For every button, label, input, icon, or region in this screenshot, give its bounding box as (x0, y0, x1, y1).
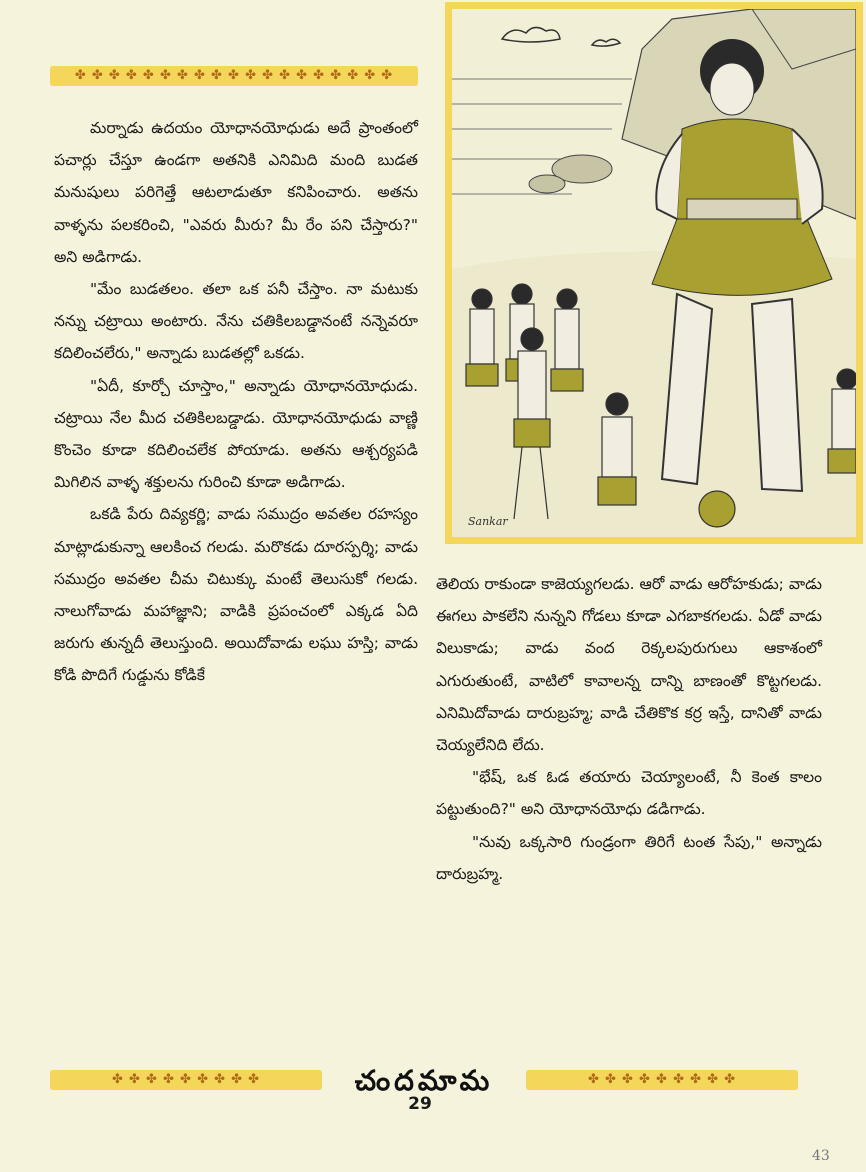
magazine-title: చందమామ (354, 1064, 494, 1097)
artist-signature: Sankar (468, 515, 508, 528)
paragraph: తెలియ రాకుండా కాజెయ్యగలడు. ఆరో వాడు ఆరోహకుడు; వాడు ఈగలు పాకలేని నున్నని గోడలు కూడా ఎగబాకగలడు. ఏడో వాడు విలుకాడు; వాడు వంద రెక్కలపురుగులు ఆకాశంలో ఎగురుతుంటే, వాటిలో కావాలన్న దాన్ని బాణంతో కొట్టగలడు. ఎనిమిదోవాడు దారుబ్రహ్మ; వాడి చేతికొక కర్ర ఇస్తే, దానితో వాడు చెయ్యలేనిది లేదు. (436, 575, 822, 755)
paragraph: ఒకడి పేరు దివ్యకర్ణి; వాడు సముద్రం అవతల రహస్యం మాట్లాడుకున్నా ఆలకించ గలడు. మరొకడు దూరస్పర్శి; వాడు సముద్రం అవతల చీమ చిటుక్కు మంటే తెలుసుకో గలడు. నాలుగోవాడు మహాజ్ఞాని; వాడికి ప్రపంచంలో ఎక్కడ ఏది జరుగు తున్నదీ తెలుస్తుంది. అయిదోవాడు లఘు హస్తి; వాడు కోడి పొదిగే గుడ్డును కోడికే (54, 505, 418, 685)
cloud-icon (502, 27, 560, 42)
side-page-number: 43 (812, 1148, 830, 1164)
cloud-icon (592, 39, 620, 46)
paragraph: "మేం బుడతలం. తలా ఒక పనీ చేస్తాం. నా మటుకు నన్ను చట్రాయి అంటారు. నేను చతికిలబడ్డానంటే నన్నెవరూ కదిలించలేరు," అన్నాడు బుడతల్లో ఒకడు. (54, 280, 418, 363)
rock (529, 175, 565, 193)
footer-ornament-right: ✤ ✤ ✤ ✤ ✤ ✤ ✤ ✤ ✤ (526, 1070, 798, 1090)
paragraph: "నువు ఒక్కసారి గుండ్రంగా తిరిగే టంత సేపు," అన్నాడు దారుబ్రహ్మ. (436, 832, 822, 883)
footer-ornament-left: ✤ ✤ ✤ ✤ ✤ ✤ ✤ ✤ ✤ (50, 1070, 322, 1090)
paragraph: "ఏదీ, కూర్చో చూస్తాం," అన్నాడు యోధానయోధుడు. చట్రాయి నేల మీద చతికిలబడ్డాడు. యోధానయోధుడు వాణ్ణి కొంచెం కూడా కదిలించలేక పోయాడు. అతను ఆశ్చర్యపడి మిగిలిన వాళ్ళ శక్తులను గురించి కూడా అడిగాడు. (54, 376, 418, 492)
top-ornament: ✤ ✤ ✤ ✤ ✤ ✤ ✤ ✤ ✤ ✤ ✤ ✤ ✤ ✤ ✤ ✤ ✤ ✤ ✤ (50, 66, 418, 86)
left-column (54, 112, 418, 692)
paragraph: "భేష్, ఒక ఓడ తయారు చెయ్యాలంటే, నీ కెంత కాలం పట్టుతుంది?" అని యోధానయోధు డడిగాడు. (436, 768, 822, 819)
right-column (436, 568, 822, 890)
story-illustration (445, 2, 863, 544)
paragraph: మర్నాడు ఉదయం యోధానయోధుడు అదే ప్రాంతంలో పచార్లు చేస్తూ ఉండగా అతనికి ఎనిమిది మంది బుడత మనుషులు పరిగెత్తే ఆటలాడుతూ కనిపించారు. అతను వాళ్ళను పలకరించి, "ఎవరు మీరు? మీ రేం పని చేస్తారు?" అని అడిగాడు. (54, 119, 418, 266)
giant-illustration-svg (452, 9, 856, 537)
page-number: 29 (408, 1094, 432, 1114)
pot (699, 491, 735, 527)
